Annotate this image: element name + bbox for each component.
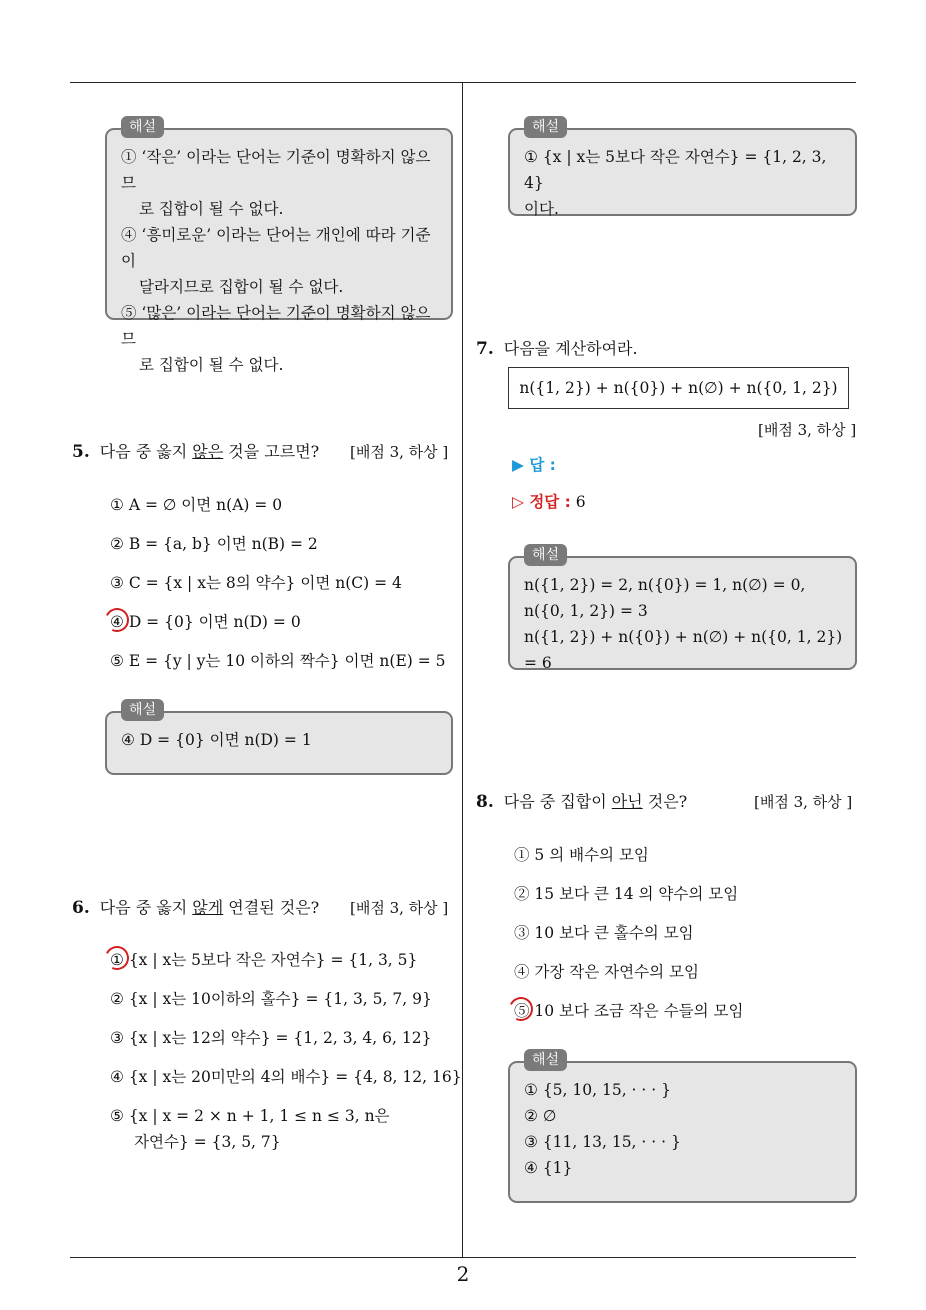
column-divider (462, 82, 463, 1257)
q6-choice-4[interactable]: ④ {x | x는 20미만의 4의 배수} = {4, 8, 12, 16} (110, 1068, 462, 1086)
bottom-rule (70, 1257, 856, 1258)
explanation-tag: 해설 (121, 116, 164, 138)
q5-text: 다음 중 옳지 (99, 442, 193, 461)
q5-score: [배점 3, 하상 ] (350, 443, 449, 461)
q6-text: 연결된 것은? (223, 898, 320, 917)
q8-question (476, 790, 687, 814)
q6-choice-1[interactable]: ① {x | x는 5보다 작은 자연수} = {1, 3, 5} (110, 951, 418, 969)
q4-explain-line: ⑤ ‘많은’ 이라는 단어는 기준이 명확하지 않으므 (121, 304, 431, 348)
q5-underlined-word: 않은 (192, 442, 224, 461)
q8-underlined-word: 아닌 (611, 792, 643, 811)
q5-choice-5[interactable]: ⑤ E = {y | y는 10 이하의 짝수} 이면 n(E) = 5 (110, 652, 446, 670)
q6-score: [배점 3, 하상 ] (350, 899, 449, 917)
q5-explain-line: ④ D = {0} 이면 n(D) = 1 (121, 731, 312, 749)
q6-choice-2[interactable]: ② {x | x는 10이하의 홀수} = {1, 3, 5, 7, 9} (110, 990, 432, 1008)
q6-choice-5-continued: 자연수} = {3, 5, 7} (134, 1133, 281, 1151)
q6-choice-5[interactable]: ⑤ {x | x = 2 × n + 1, 1 ≤ n ≤ 3, n은 (110, 1107, 390, 1125)
q7-explain-line: n({1, 2}) = 2, n({0}) = 1, n(∅) = 0, (524, 576, 806, 594)
answer-label: ▶ 답 : (512, 456, 556, 474)
q6-number: 6. (72, 898, 90, 918)
q8-text: 다음 중 집합이 (503, 792, 612, 811)
q8-choice-3[interactable]: ③ 10 보다 큰 홀수의 모임 (514, 924, 694, 942)
q8-choice-4[interactable]: ④ 가장 작은 자연수의 모임 (514, 963, 699, 981)
q4-explain-line: 로 집합이 될 수 없다. (139, 356, 284, 374)
q5-choice-4[interactable]: ④ D = {0} 이면 n(D) = 0 (110, 613, 301, 631)
explanation-tag: 해설 (524, 1049, 567, 1071)
q4-explain-line: 로 집합이 될 수 없다. (139, 200, 284, 218)
q5-choice-1[interactable]: ① A = ∅ 이면 n(A) = 0 (110, 496, 283, 514)
page-number: 2 (456, 1262, 470, 1286)
q8-choice-1[interactable]: ① 5 의 배수의 모임 (514, 846, 649, 864)
q8-explain-line: ④ {1} (524, 1159, 573, 1177)
q8-score: [배점 3, 하상 ] (754, 793, 853, 811)
q8-explain-line: ③ {11, 13, 15, · · · } (524, 1133, 681, 1151)
q6-choice-3[interactable]: ③ {x | x는 12의 약수} = {1, 2, 3, 4, 6, 12} (110, 1029, 432, 1047)
q7-score: [배점 3, 하상 ] (758, 421, 857, 439)
q5-text: 것을 고르면? (223, 442, 320, 461)
q7-explanation-box (508, 547, 857, 672)
q6-explanation-box (508, 119, 857, 218)
explanation-tag: 해설 (121, 699, 164, 721)
correct-value: 6 (575, 493, 586, 511)
q4-explain-line: ④ ‘흥미로운’ 이라는 단어는 개인에 따라 기준이 (121, 226, 431, 270)
q6-text: 다음 중 옳지 (99, 898, 193, 917)
q8-number: 8. (476, 792, 494, 812)
q5-number: 5. (72, 442, 90, 462)
q5-question (72, 440, 319, 464)
q7-number: 7. (476, 339, 494, 359)
q7-explain-line: n({1, 2}) + n({0}) + n(∅) + n({0, 1, 2}) = 6 (524, 628, 843, 672)
q8-text: 것은? (642, 792, 688, 811)
q4-explain-line: 달라지므로 집합이 될 수 없다. (139, 278, 344, 296)
correct-label: ▷ 정답 : (512, 493, 571, 511)
q6-underlined-word: 않게 (192, 898, 224, 917)
q6-question (72, 896, 319, 920)
q7-answer-line (512, 453, 556, 477)
q7-correct-line (512, 490, 586, 514)
explanation-tag: 해설 (524, 544, 567, 566)
q5-choice-3[interactable]: ③ C = {x | x는 8의 약수} 이면 n(C) = 4 (110, 574, 402, 592)
explanation-tag: 해설 (524, 116, 567, 138)
q8-explanation-box (508, 1052, 857, 1203)
q8-choice-5[interactable]: ⑤ 10 보다 조금 작은 수들의 모임 (514, 1002, 744, 1020)
q8-explain-line: ① {5, 10, 15, · · · } (524, 1081, 671, 1099)
q7-expression-box: n({1, 2}) + n({0}) + n(∅) + n({0, 1, 2}) (508, 367, 849, 409)
q4-explain-line: ① ‘작은’ 이라는 단어는 기준이 명확하지 않으므 (121, 148, 431, 192)
q8-choice-2[interactable]: ② 15 보다 큰 14 의 약수의 모임 (514, 885, 739, 903)
q5-explanation-box (105, 702, 453, 775)
q5-choice-2[interactable]: ② B = {a, b} 이면 n(B) = 2 (110, 535, 318, 553)
top-rule (70, 82, 856, 83)
q7-explain-line: n({0, 1, 2}) = 3 (524, 602, 648, 620)
q7-question (476, 337, 638, 361)
q8-explain-line: ② ∅ (524, 1107, 557, 1125)
q6-explain-line: 이다. (524, 200, 559, 218)
q6-explain-line: ① {x | x는 5보다 작은 자연수} = {1, 2, 3, 4} (524, 148, 827, 192)
q4-explanation-box (105, 119, 453, 374)
q7-text: 다음을 계산하여라. (503, 339, 638, 358)
